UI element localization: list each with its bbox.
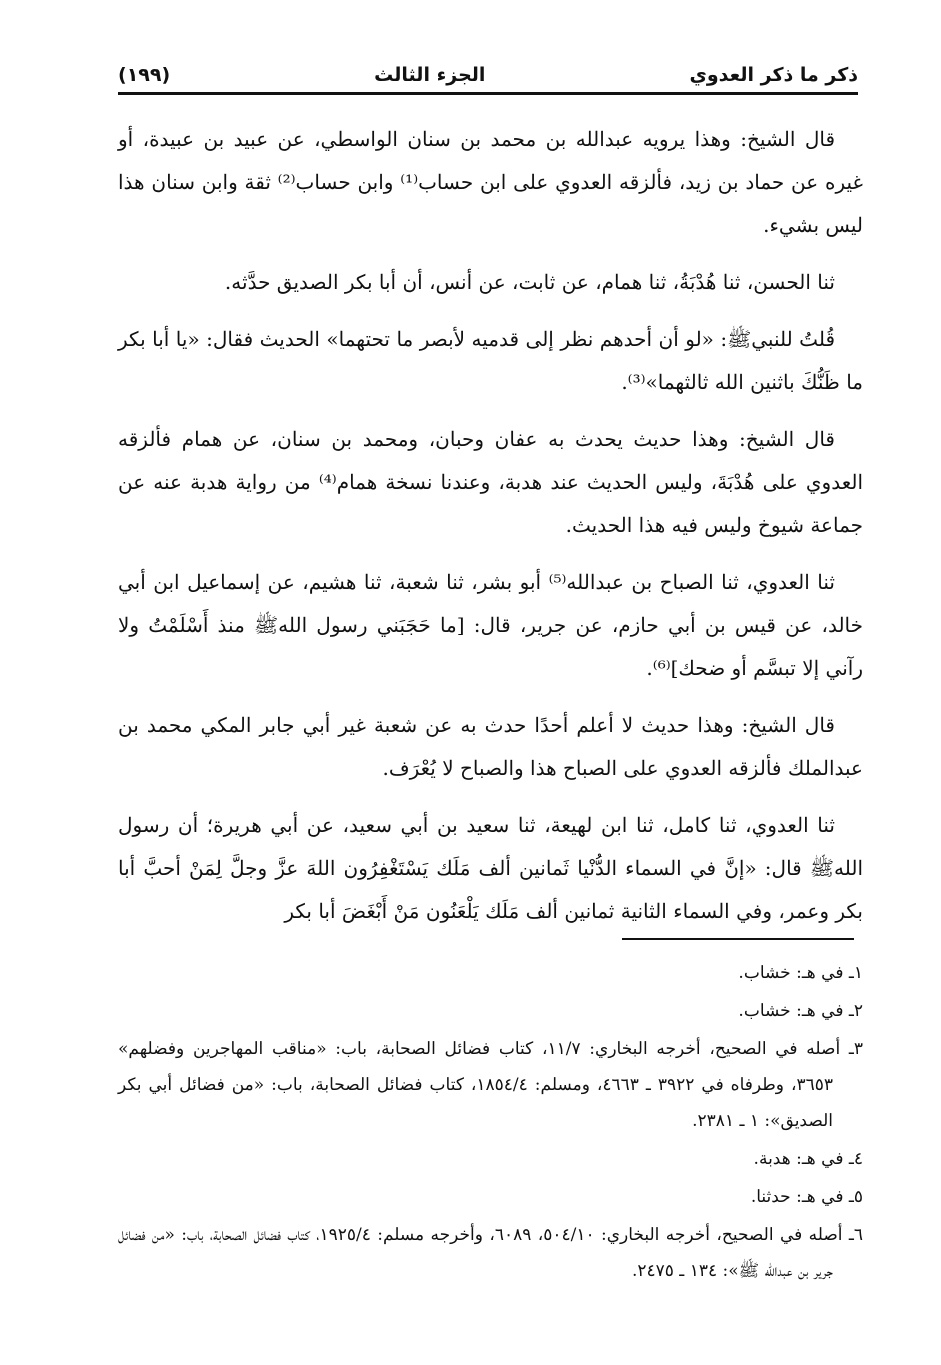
chapter-title: ذكر ما ذكر العدوي (689, 64, 858, 86)
paragraph-4: قال الشيخ: وهذا حديث يحدث به عفان وحبان، ومحمد بن سنان، عن همام فألزقه العدوي على هُدْبَةَ، وليس الحديث عند هدبة، وعندنا نسخة همام⁽⁴⁾ من رواية هدبة عنه عن جماعة شيوخ وليس فيه هذا الحديث. (118, 427, 864, 537)
paragraph-1: قال الشيخ: وهذا يرويه عبدالله بن محمد بن سنان الواسطي، عن عبيد بن عبيدة، أو غيره عن حماد بن زيد، فألزقه العدوي على ابن حساب⁽¹⁾ وابن حساب⁽²⁾ ثقة وابن سنان هذا ليس بشيء. (118, 127, 864, 237)
footnote-separator (622, 938, 854, 940)
footnote-5: ٥ـ في هـ: حدثنا. (750, 1187, 863, 1207)
paragraph-6: قال الشيخ: وهذا حديث لا أعلم أحدًا حدث به عن شعبة غير أبي جابر المكي محمد بن عبدالملك فألزقه العدوي على الصباح هذا والصباح لا يُعْرَف. (118, 713, 863, 780)
footnotes (118, 955, 863, 1291)
main-text (118, 118, 863, 947)
footnote-2: ٢ـ في هـ: خشاب. (738, 1001, 863, 1021)
paragraph-2: ثنا الحسن، ثنا هُدْبَةُ، ثنا همام، عن ثابت، عن أنس، أن أبا بكر الصديق حدَّثه. (224, 270, 835, 294)
footnote-6: ٦ـ أصله في الصحيح، أخرجه البخاري: ٥٠٤/١٠، ٦٠٨٩، وأخرجه مسلم: ١٩٢٥/٤، كتاب فضائل الصحابة، باب: «من فضائل جرير بن عبدالله ﷺ»: ١٣٤ ـ ٢٤٧٥. (118, 1225, 863, 1281)
paragraph-7: ثنا العدوي، ثنا كامل، ثنا ابن لهيعة، ثنا سعيد بن أبي سعيد، عن أبي هريرة؛ أن رسول اللهﷺ قال: «إنَّ في السماء الدُّنْيا ثَمانين ألف مَلَك يَسْتَغْفِرُون اللهَ عزَّ وجلَّ لِمَنْ أحبَّ أبا بكر وعمر، وفي السماء الثانية ثمانين ألف مَلَك يَلْعَنُون مَنْ أَبْغَضَ أبا بكر (118, 813, 863, 923)
paragraph-3: قُلتُ للنبيﷺ: «لو أن أحدهم نظر إلى قدميه لأبصر ما تحتهما» الحديث فقال: «يا أبا بكر ما ظَنُّكَ باثنين الله ثالثهما»⁽³⁾. (118, 327, 863, 394)
paragraph-5: ثنا العدوي، ثنا الصباح بن عبدالله⁽⁵⁾ أبو بشر، ثنا شعبة، ثنا هشيم، عن إسماعيل ابن أبي خالد، عن قيس بن أبي حازم، عن جرير، قال: [ما حَجَبَني رسول اللهﷺ منذ أَسْلَمْتُ ولا رآني إلا تبسَّم أو ضحك]⁽⁶⁾. (118, 570, 863, 680)
footnote-3: ٣ـ أصله في الصحيح، أخرجه البخاري: ١١/٧، كتاب فضائل الصحابة، باب: «مناقب المهاجرين وفضلهم» ٣٦٥٣، وطرفاه في ٣٩٢٢ ـ ٤٦٦٣، ومسلم: ١٨٥٤/٤، كتاب فضائل الصحابة، باب: «من فضائل أبي بكر الصديق»: ١ ـ ٢٣٨١. (118, 1039, 863, 1131)
footnote-1: ١ـ في هـ: خشاب. (738, 963, 863, 983)
footnote-4: ٤ـ في هـ: هدبة. (753, 1149, 863, 1169)
part-title: الجزء الثالث (374, 64, 486, 86)
page-number: (١٩٩) (118, 64, 171, 86)
running-header (118, 52, 858, 95)
